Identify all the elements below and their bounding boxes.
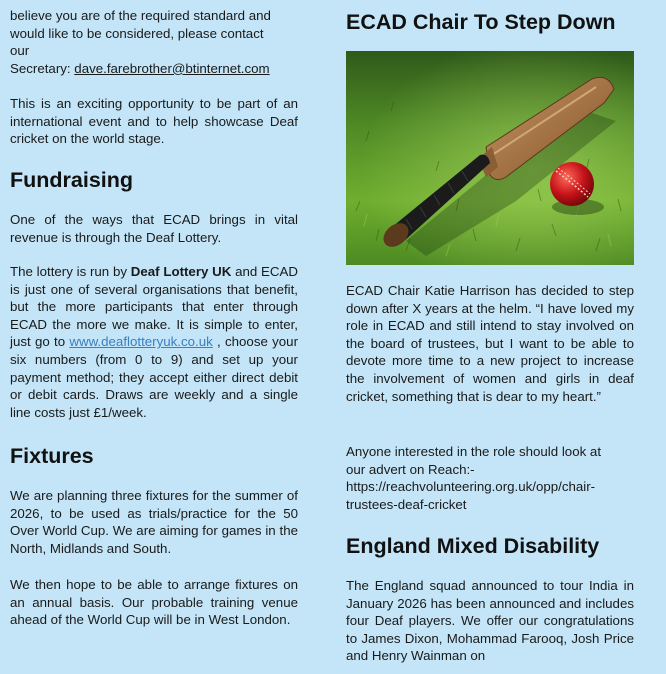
- lottery-pre: The lottery is run by: [10, 264, 131, 279]
- fundraising-paragraph: One of the ways that ECAD brings in vital revenue is through the Deaf Lottery.: [10, 212, 298, 245]
- advert-line-1: Anyone interested in the role should look at: [346, 444, 602, 459]
- lottery-org-name: Deaf Lottery UK: [130, 264, 232, 279]
- fixtures-paragraph-1: We are planning three fixtures for the summer of 2026, to be used as trials/practice for the 50 Over World Cup. We are aiming for games in the North, Midlands and South.: [10, 488, 298, 556]
- chair-paragraph: ECAD Chair Katie Harrison has decided to step down after X years at the helm. “I have loved my role in ECAD and still intend to stay involved on the board of trustees, but I want to be able to devote more time to a new project to increase the involvement of women and girls in deaf cricket, something that is dear to my heart.”: [346, 283, 634, 404]
- cricket-photo-image: [346, 51, 634, 265]
- lottery-paragraph: [10, 263, 298, 421]
- opportunity-paragraph: This is an exciting opportunity to be part of an international event and to help showcase Deaf cricket on the world stage.: [10, 96, 298, 147]
- advert-line-2: our advert on Reach:-: [346, 461, 475, 477]
- secretary-label: Secretary:: [10, 60, 75, 76]
- intro-line-3: our: [10, 43, 30, 59]
- chair-heading: ECAD Chair To Step Down: [346, 10, 616, 34]
- cricket-bat-ball-photo: [346, 51, 634, 265]
- intro-text: [10, 7, 298, 77]
- lottery-post: , choose your six numbers (from 0 to 9) and set up your payment method; they accept either direct debit or debit cards. Draws are weekly and a single line costs just £1/week.: [10, 334, 298, 420]
- advert-url-line-1[interactable]: https://reachvolunteering.org.uk/opp/chair-: [346, 479, 596, 495]
- fundraising-heading: Fundraising: [10, 168, 134, 192]
- mixed-disability-heading: England Mixed Disability: [346, 534, 600, 558]
- advert-url-line-2[interactable]: trustees-deaf-cricket: [346, 496, 467, 512]
- fixtures-paragraph-2: We then hope to be able to arrange fixtures on an annual basis. Our probable training venue ahead of the World Cup will be in West London.: [10, 577, 298, 628]
- lottery-mid: and ECAD is just one of several organisations that benefit, but the more participants that enter through ECAD the more we make. It is simple to enter, just go to: [10, 264, 298, 350]
- deaf-lottery-link[interactable]: www.deaflotteryuk.co.uk: [69, 334, 213, 350]
- mixed-disability-paragraph: The England squad announced to tour India in January 2026 has been announced and includes four Deaf players. We offer our congratulations to James Dixon, Mohammad Farooq, Josh Price and Henry Wainman on: [346, 578, 634, 664]
- secretary-email-link[interactable]: dave.farebrother@btinternet.com: [74, 60, 270, 76]
- intro-line-2: would like to be considered, please contact: [10, 25, 264, 41]
- fixtures-heading: Fixtures: [10, 444, 94, 468]
- advert-paragraph: [346, 443, 634, 513]
- intro-line-1: believe you are of the required standard and: [10, 8, 271, 23]
